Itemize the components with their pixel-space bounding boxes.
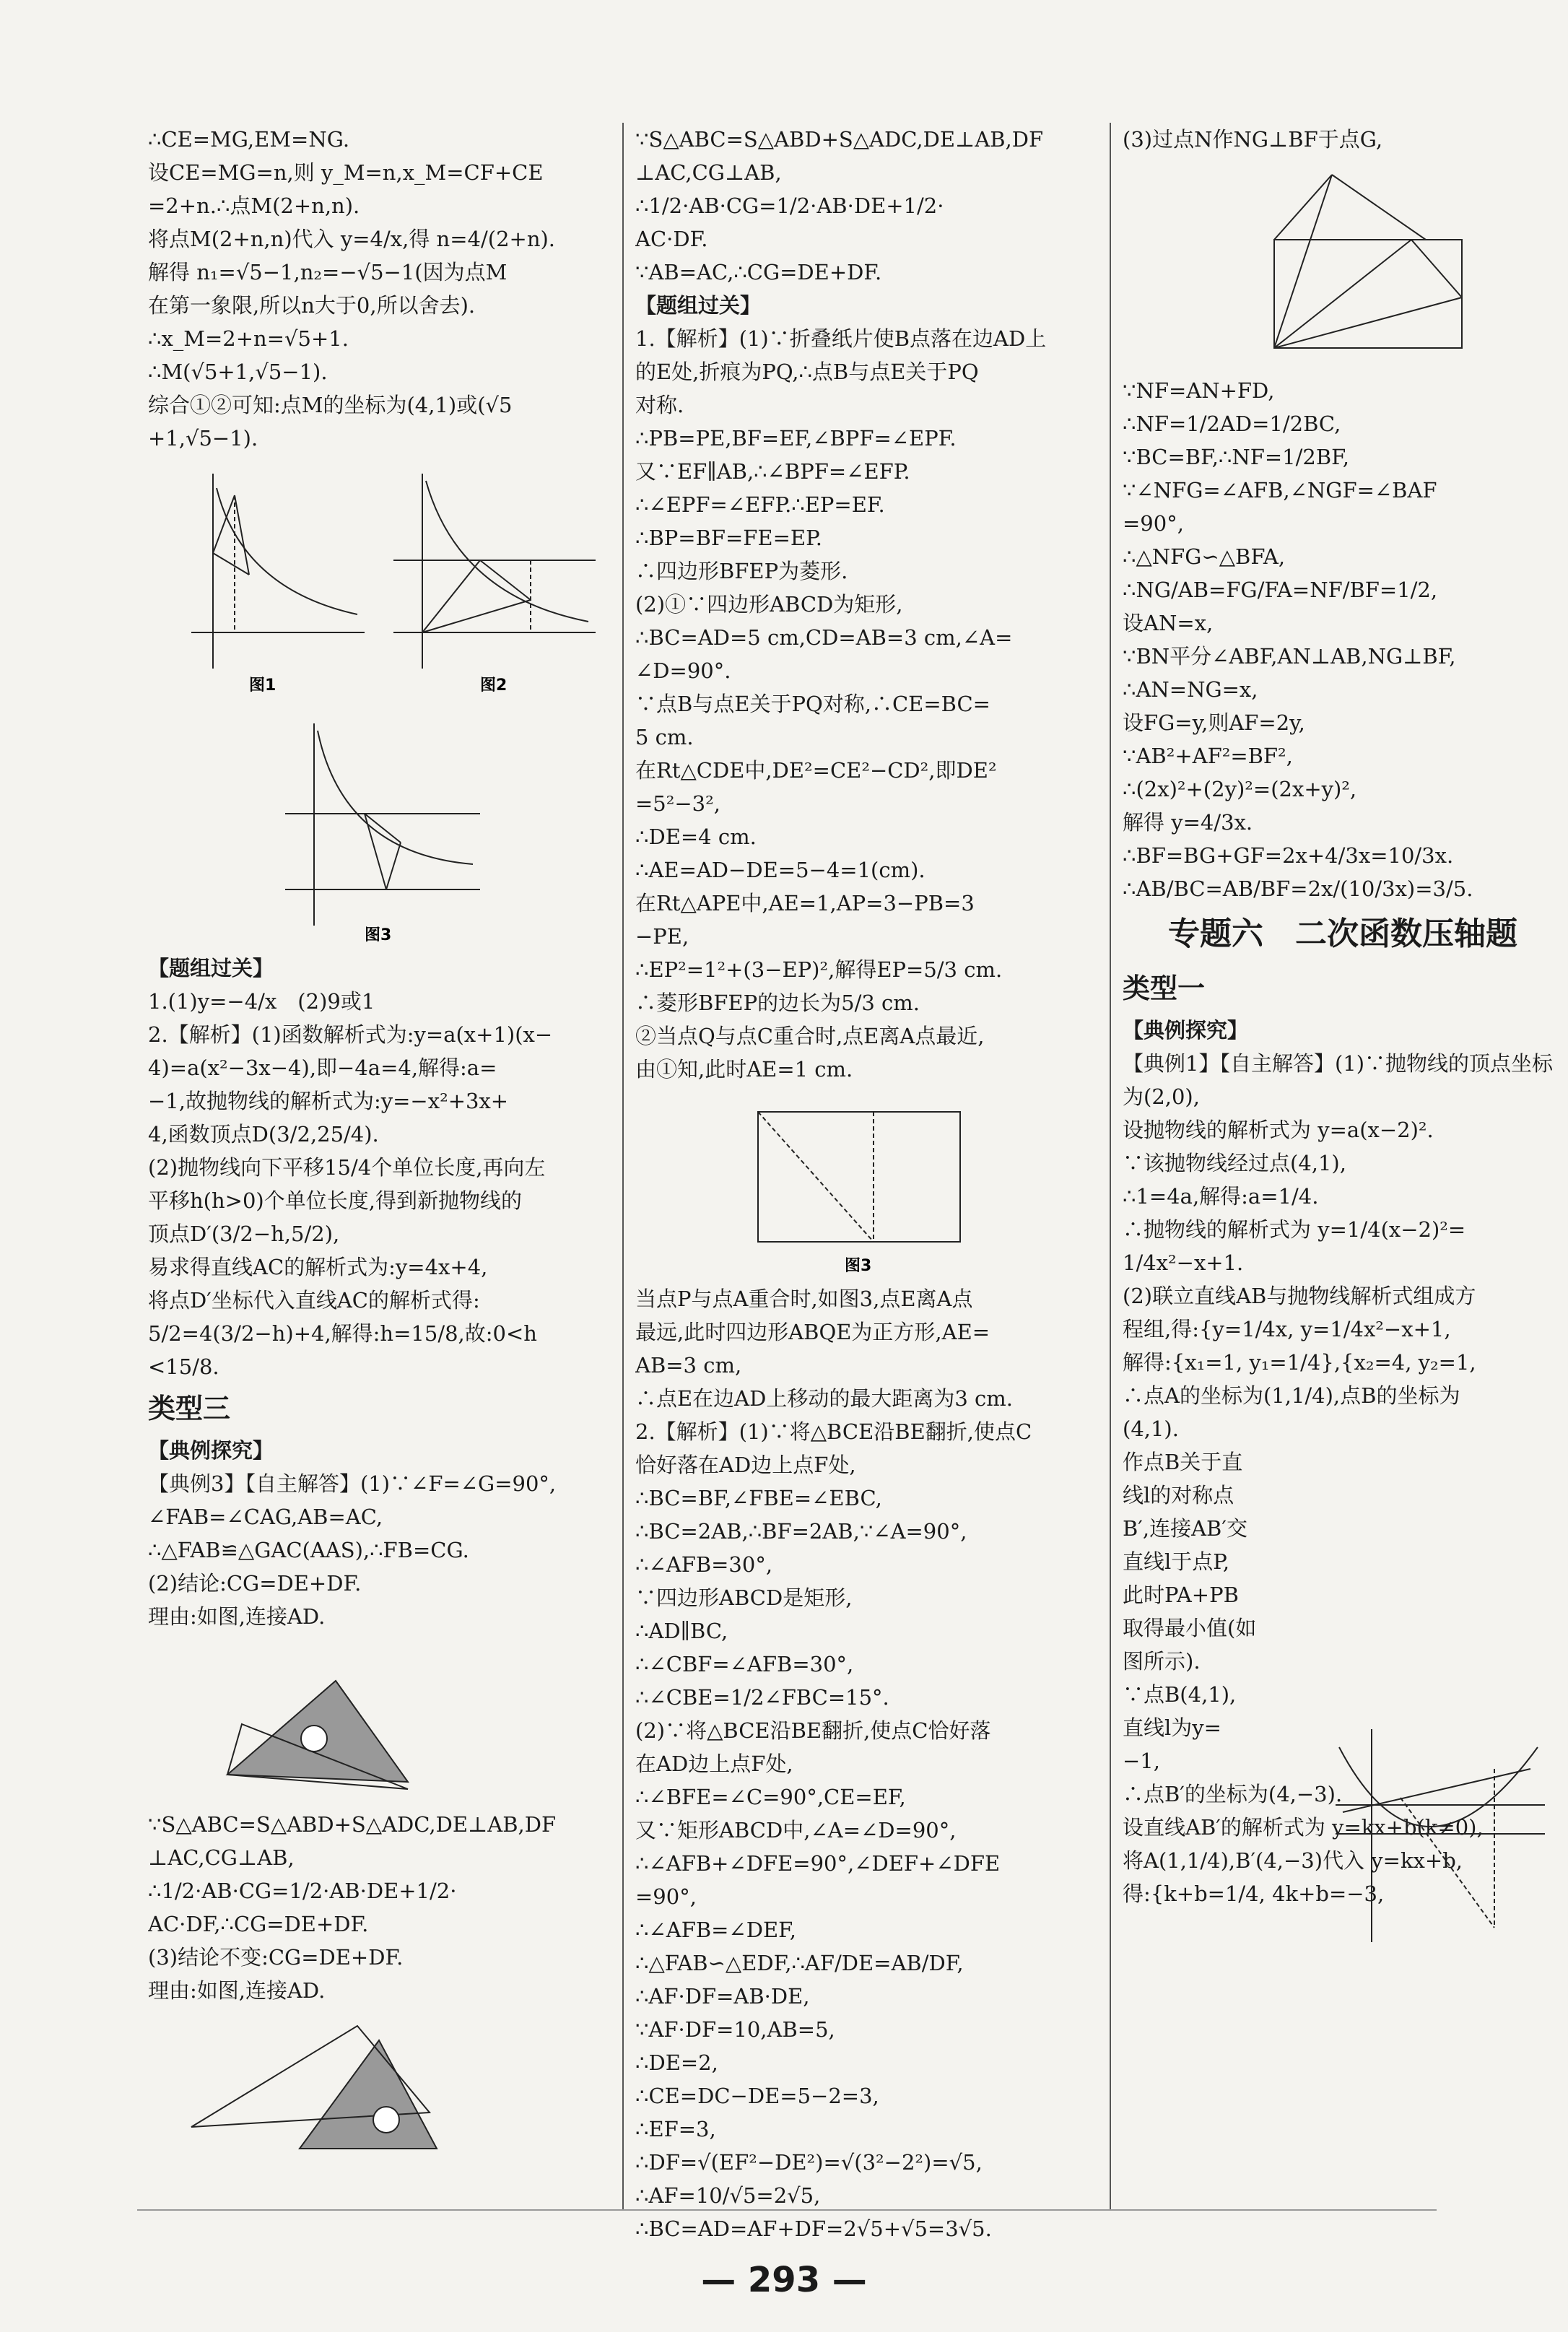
text-line: 解得 y=4/3x. bbox=[1123, 810, 1253, 835]
text-line: 平移h(h>0)个单位长度,得到新抛物线的 bbox=[148, 1188, 522, 1213]
text-line: ∴1=4a,解得:a=1/4. bbox=[1123, 1184, 1319, 1209]
text-line: ∠FAB=∠CAG,AB=AC, bbox=[148, 1505, 383, 1529]
text-line: ∴∠CBF=∠AFB=30°, bbox=[635, 1652, 854, 1676]
text-line: ∴∠EPF=∠EFP.∴EP=EF. bbox=[635, 492, 885, 517]
text-line: 在Rt△CDE中,DE²=CE²−CD²,即DE² bbox=[635, 758, 997, 783]
text-line: ∴菱形BFEP的边长为5/3 cm. bbox=[635, 991, 920, 1015]
trapezoid-figure bbox=[1123, 160, 1563, 370]
text-line: 直线l为y= bbox=[1123, 1715, 1221, 1740]
text-line: 1.(1)y=−4/x (2)9或1 bbox=[148, 989, 375, 1014]
column-1 bbox=[148, 123, 610, 2182]
text-line: ∴BF=BG+GF=2x+4/3x=10/3x. bbox=[1123, 843, 1454, 868]
text-line: (2)联立直线AB与抛物线解析式组成方 bbox=[1123, 1284, 1476, 1308]
text-line: ⊥AC,CG⊥AB, bbox=[148, 1845, 295, 1870]
text-line: ∴1/2·AB·CG=1/2·AB·DE+1/2· bbox=[635, 193, 944, 218]
text-line: ∴∠AFB=∠DEF, bbox=[635, 1918, 796, 1942]
column-divider-2 bbox=[1110, 123, 1111, 2209]
type-3-heading: 类型三 bbox=[148, 1393, 231, 1424]
fig3-caption: 图3 bbox=[365, 926, 392, 944]
text-line: 【典例1】【自主解答】(1)∵抛物线的顶点坐标 bbox=[1123, 1051, 1554, 1076]
column-2 bbox=[635, 123, 1097, 2245]
text-line: ∴点B′的坐标为(4,−3). bbox=[1123, 1782, 1343, 1806]
text-line: B′,连接AB′交 bbox=[1123, 1516, 1247, 1541]
text-line: 得:{k+b=1/4, 4k+b=−3, bbox=[1123, 1881, 1385, 1906]
text-line: ∴AN=NG=x, bbox=[1123, 677, 1258, 702]
text-line: ∴△FAB≌△GAC(AAS),∴FB=CG. bbox=[148, 1538, 469, 1562]
footer-rule bbox=[137, 2209, 1437, 2211]
fig2-caption: 图2 bbox=[480, 676, 508, 695]
text-line: 顶点D′(3/2−h,5/2), bbox=[148, 1222, 340, 1246]
text-line: ②当点Q与点C重合时,点E离A点最近, bbox=[635, 1024, 985, 1048]
chapter-title: 专题六 二次函数压轴题 bbox=[1168, 915, 1517, 952]
text-line: (2)结论:CG=DE+DF. bbox=[148, 1571, 362, 1596]
text-line: ∴△NFG∽△BFA, bbox=[1123, 544, 1286, 569]
text-line: 4,函数顶点D(3/2,25/4). bbox=[148, 1122, 379, 1147]
text-line: 设直线AB′的解析式为 y=kx+b(k≠0), bbox=[1123, 1815, 1484, 1840]
text-line: ∴EF=3, bbox=[635, 2117, 716, 2141]
text-line: ∴DE=4 cm. bbox=[635, 825, 757, 849]
text-line: ∵BC=BF,∴NF=1/2BF, bbox=[1123, 445, 1349, 469]
section-pass-heading: 【题组过关】 bbox=[148, 956, 274, 980]
text-line: ∴四边形BFEP为菱形. bbox=[635, 559, 848, 583]
text-line: 将A(1,1/4),B′(4,−3)代入 y=kx+b, bbox=[1123, 1848, 1463, 1873]
text-line: 在Rt△APE中,AE=1,AP=3−PB=3 bbox=[635, 891, 975, 915]
text-line: 设CE=MG=n,则 y_M=n,x_M=CF+CE bbox=[148, 160, 544, 185]
text-line: ∴1/2·AB·CG=1/2·AB·DE+1/2· bbox=[148, 1879, 457, 1903]
text-line: 理由:如图,连接AD. bbox=[148, 1604, 326, 1629]
text-line: 线l的对称点 bbox=[1123, 1483, 1234, 1507]
rectangle-figure bbox=[635, 1090, 1097, 1278]
text-line: ∵点B(4,1), bbox=[1123, 1682, 1237, 1707]
text-line: ∴点A的坐标为(1,1/4),点B的坐标为 bbox=[1123, 1383, 1460, 1408]
text-line: ∴抛物线的解析式为 y=1/4(x−2)²= bbox=[1123, 1217, 1466, 1242]
text-line: ∴∠CBE=1/2∠FBC=15°. bbox=[635, 1685, 889, 1710]
text-line: <15/8. bbox=[148, 1354, 219, 1379]
text-line: =2+n.∴点M(2+n,n). bbox=[148, 193, 360, 218]
text-line: 在第一象限,所以n大于0,所以舍去). bbox=[148, 293, 476, 318]
text-line: 最远,此时四边形ABQE为正方形,AE= bbox=[635, 1320, 990, 1344]
text-line: 设抛物线的解析式为 y=a(x−2)². bbox=[1123, 1118, 1434, 1142]
text-line: 此时PA+PB bbox=[1123, 1583, 1239, 1607]
text-line: 设AN=x, bbox=[1123, 611, 1214, 635]
text-line: 图所示). bbox=[1123, 1649, 1201, 1674]
text-line: 将点D′坐标代入直线AC的解析式得: bbox=[148, 1288, 480, 1313]
text-line: ∵点B与点E关于PQ对称,∴CE=BC= bbox=[635, 692, 990, 716]
text-line: 2.【解析】(1)函数解析式为:y=a(x+1)(x− bbox=[148, 1022, 553, 1047]
text-line: ∵NF=AN+FD, bbox=[1123, 378, 1275, 403]
text-line: +1,√5−1). bbox=[148, 426, 258, 451]
text-line: 恰好落在AD边上点F处, bbox=[635, 1453, 856, 1477]
text-line: =90°, bbox=[635, 1884, 697, 1909]
text-line: ∴NF=1/2AD=1/2BC, bbox=[1123, 412, 1341, 436]
text-line: 1/4x²−x+1. bbox=[1123, 1250, 1244, 1275]
text-line: 又∵EF∥AB,∴∠BPF=∠EFP. bbox=[635, 459, 910, 484]
parabola-figure bbox=[1328, 1726, 1559, 1949]
figure-3 bbox=[148, 709, 610, 947]
text-line: ∴M(√5+1,√5−1). bbox=[148, 360, 328, 384]
text-line: 当点P与点A重合时,如图3,点E离A点 bbox=[635, 1287, 973, 1311]
text-line: ∴BP=BF=FE=EP. bbox=[635, 526, 822, 550]
text-line: ∴x_M=2+n=√5+1. bbox=[148, 326, 349, 351]
text-line: 在AD边上点F处, bbox=[635, 1752, 793, 1776]
text-line: 解得 n₁=√5−1,n₂=−√5−1(因为点M bbox=[148, 260, 508, 284]
text-line: ∵∠NFG=∠AFB,∠NGF=∠BAF bbox=[1123, 478, 1437, 502]
column-divider-1 bbox=[622, 123, 624, 2209]
text-line: ∴点E在边AD上移动的最大距离为3 cm. bbox=[635, 1386, 1013, 1411]
text-line: ∴PB=PE,BF=EF,∠BPF=∠EPF. bbox=[635, 426, 957, 451]
text-line: ∴DE=2, bbox=[635, 2050, 718, 2075]
text-line: ∴BC=AD=AF+DF=2√5+√5=3√5. bbox=[635, 2216, 992, 2241]
text-line: ∴(2x)²+(2y)²=(2x+y)², bbox=[1123, 777, 1357, 801]
text-line: ∴AD∥BC, bbox=[635, 1619, 728, 1643]
example3-figure-1 bbox=[148, 1637, 610, 1804]
text-line: 将点M(2+n,n)代入 y=4/x,得 n=4/(2+n). bbox=[148, 227, 556, 251]
text-line: (3)结论不变:CG=DE+DF. bbox=[148, 1945, 404, 1970]
text-line: ∵AB=AC,∴CG=DE+DF. bbox=[635, 260, 882, 284]
explore-heading-3: 【典例探究】 bbox=[1123, 1018, 1249, 1043]
text-line: =5²−3², bbox=[635, 791, 720, 816]
text-line: ∴∠AFB+∠DFE=90°,∠DEF+∠DFE bbox=[635, 1851, 1001, 1876]
text-line: 程组,得:{y=1/4x, y=1/4x²−x+1, bbox=[1123, 1317, 1451, 1341]
text-line: AC·DF. bbox=[635, 227, 708, 251]
text-line: 的E处,折痕为PQ,∴点B与点E关于PQ bbox=[635, 360, 979, 384]
text-line: ∵S△ABC=S△ABD+S△ADC,DE⊥AB,DF bbox=[148, 1812, 557, 1837]
text-line: 直线l于点P, bbox=[1123, 1549, 1230, 1574]
text-line: 综合①②可知:点M的坐标为(4,1)或(√5 bbox=[148, 393, 513, 417]
text-line: −1,故抛物线的解析式为:y=−x²+3x+ bbox=[148, 1089, 509, 1113]
page-number: — 293 — bbox=[701, 2260, 867, 2300]
text-line: 取得最小值(如 bbox=[1123, 1616, 1257, 1640]
text-line: AB=3 cm, bbox=[635, 1353, 742, 1378]
text-line: (2)∵将△BCE沿BE翻折,使点C恰好落 bbox=[635, 1718, 991, 1743]
text-line: ∴CE=DC−DE=5−2=3, bbox=[635, 2084, 879, 2108]
text-line: 5/2=4(3/2−h)+4,解得:h=15/8,故:0<h bbox=[148, 1321, 537, 1346]
text-line: ∠D=90°. bbox=[635, 658, 731, 683]
text-line: ∴AF·DF=AB·DE, bbox=[635, 1984, 810, 2009]
text-line: 解得:{x₁=1, y₁=1/4},{x₂=4, y₂=1, bbox=[1123, 1350, 1476, 1375]
type-1-heading: 类型一 bbox=[1123, 973, 1206, 1004]
text-line: 作点B关于直 bbox=[1123, 1450, 1243, 1474]
text-line: ∵该抛物线经过点(4,1), bbox=[1123, 1151, 1346, 1175]
text-line: (3)过点N作NG⊥BF于点G, bbox=[1123, 127, 1383, 152]
text-line: ∴NG/AB=FG/FA=NF/BF=1/2, bbox=[1123, 578, 1438, 602]
text-line: 5 cm. bbox=[635, 725, 694, 749]
text-line: ∴∠BFE=∠C=90°,CE=EF, bbox=[635, 1785, 906, 1809]
fig1-caption: 图1 bbox=[249, 676, 276, 695]
text-line: −PE, bbox=[635, 924, 689, 949]
text-line: ⊥AC,CG⊥AB, bbox=[635, 160, 782, 185]
text-line: ∵四边形ABCD是矩形, bbox=[635, 1585, 853, 1610]
text-line: 为(2,0), bbox=[1123, 1084, 1200, 1109]
text-line: ∴BC=2AB,∴BF=2AB,∵∠A=90°, bbox=[635, 1519, 967, 1544]
section-pass-heading-2: 【题组过关】 bbox=[635, 293, 762, 318]
text-line: ∴AB/BC=AB/BF=2x/(10/3x)=3/5. bbox=[1123, 876, 1473, 901]
text-line: ∵AB²+AF²=BF², bbox=[1123, 744, 1293, 768]
figures-1-2 bbox=[148, 459, 610, 705]
text-line: 4)=a(x²−3x−4),即−4a=4,解得:a= bbox=[148, 1056, 497, 1080]
text-line: ∴△FAB∽△EDF,∴AF/DE=AB/DF, bbox=[635, 1951, 964, 1975]
text-line: 1.【解析】(1)∵折叠纸片使B点落在边AD上 bbox=[635, 326, 1047, 351]
text-line: −1, bbox=[1123, 1749, 1160, 1773]
text-line: 易求得直线AC的解析式为:y=4x+4, bbox=[148, 1255, 488, 1279]
text-line: (2)①∵四边形ABCD为矩形, bbox=[635, 592, 903, 617]
text-line: ∴DF=√(EF²−DE²)=√(3²−2²)=√5, bbox=[635, 2150, 983, 2175]
rect-fig-caption: 图3 bbox=[845, 1257, 872, 1275]
text-line: 理由:如图,连接AD. bbox=[148, 1978, 326, 2003]
text-line: ∴∠AFB=30°, bbox=[635, 1552, 773, 1577]
text-line: ∵BN平分∠ABF,AN⊥AB,NG⊥BF, bbox=[1123, 644, 1456, 669]
text-line: (4,1). bbox=[1123, 1417, 1179, 1441]
text-line: 对称. bbox=[635, 393, 684, 417]
text-line: 由①知,此时AE=1 cm. bbox=[635, 1057, 853, 1082]
text-line: 【典例3】【自主解答】(1)∵∠F=∠G=90°, bbox=[148, 1471, 557, 1496]
text-line: ∴BC=AD=5 cm,CD=AB=3 cm,∠A= bbox=[635, 625, 1013, 650]
example3-figure-2 bbox=[148, 2011, 610, 2177]
text-line: ∴AF=10/√5=2√5, bbox=[635, 2183, 821, 2208]
text-line: ∴CE=MG,EM=NG. bbox=[148, 127, 350, 152]
text-line: (2)抛物线向下平移15/4个单位长度,再向左 bbox=[148, 1155, 546, 1180]
text-line: =90°, bbox=[1123, 511, 1184, 536]
text-line: 设FG=y,则AF=2y, bbox=[1123, 710, 1305, 735]
text-line: 又∵矩形ABCD中,∠A=∠D=90°, bbox=[635, 1818, 957, 1842]
text-line: ∴EP²=1²+(3−EP)²,解得EP=5/3 cm. bbox=[635, 957, 1003, 982]
text-line: ∴BC=BF,∠FBE=∠EBC, bbox=[635, 1486, 882, 1510]
text-line: ∵AF·DF=10,AB=5, bbox=[635, 2017, 835, 2042]
text-line: ∴AE=AD−DE=5−4=1(cm). bbox=[635, 858, 925, 882]
text-line: AC·DF,∴CG=DE+DF. bbox=[148, 1912, 369, 1936]
column-3 bbox=[1123, 123, 1563, 1910]
explore-heading: 【典例探究】 bbox=[148, 1438, 274, 1463]
text-line: 2.【解析】(1)∵将△BCE沿BE翻折,使点C bbox=[635, 1419, 1032, 1444]
text-line: ∵S△ABC=S△ABD+S△ADC,DE⊥AB,DF bbox=[635, 127, 1044, 152]
